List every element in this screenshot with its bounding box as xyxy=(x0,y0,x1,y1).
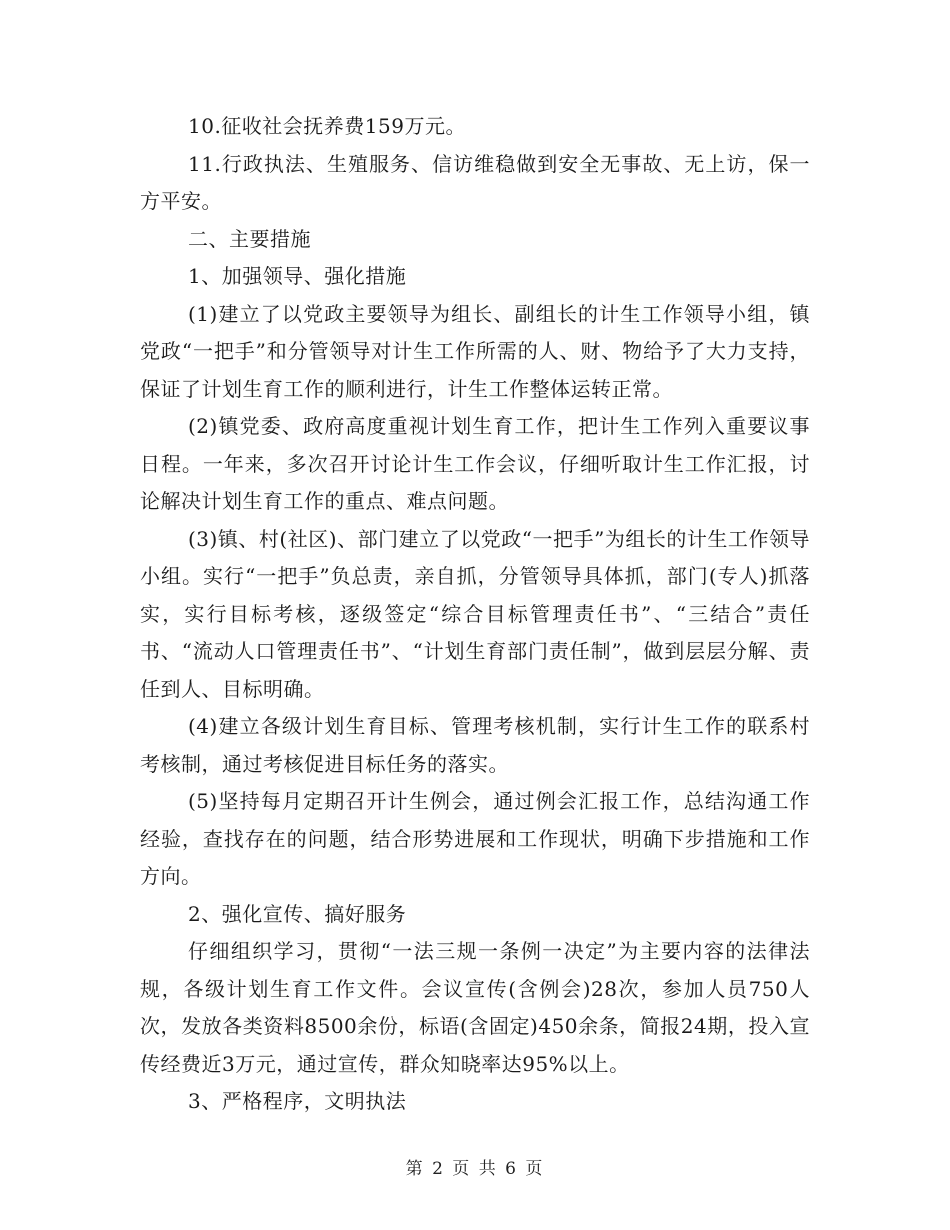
section-heading-main-measures: 二、主要措施 xyxy=(188,226,311,251)
subheading-leadership: 1、加强领导、强化措施 xyxy=(188,264,407,288)
page-number-footer: 第 2 页 共 6 页 xyxy=(405,1159,545,1179)
subheading-law-enforcement: 3、严格程序，文明执法 xyxy=(188,1089,407,1113)
paragraph-measure-2: (2)镇党委、政府高度重视计划生育工作，把计生工作列入重要议事日程。一年来，多次召开讨论计生工作会议，仔细听取计生工作汇报，讨论解决计划生育工作的重点、难点问题。 xyxy=(140,414,810,513)
paragraph-publicity: 仔细组织学习，贯彻“一法三规一条例一决定”为主要内容的法律法规，各级计划生育工作文件。会议宣传(含例会)28次，参加人员750人次，发放各类资料8500余份，标语(含固定)450余条，简报24期，投入宣传经费近3万元，通过宣传，群众知晓率达95%以上。 xyxy=(140,939,810,1076)
paragraph-measure-3: (3)镇、村(社区)、部门建立了以党政“一把手”为组长的计生工作领导小组。实行“一把手”负总责，亲自抓，分管领导具体抓，部门(专人)抓落实，实行目标考核，逐级签定“综合目标管理责任书”、“三结合”责任书、“流动人口管理责任书”、“计划生育部门责任制”，做到层层分解、责任到人、目标明确。 xyxy=(140,526,810,701)
subheading-publicity: 2、强化宣传、搞好服务 xyxy=(188,901,407,926)
document-body xyxy=(140,108,810,1121)
paragraph-measure-5: (5)坚持每月定期召开计生例会，通过例会汇报工作，总结沟通工作经验，查找存在的问题，结合形势进展和工作现状，明确下步措施和工作方向。 xyxy=(140,789,810,888)
paragraph-measure-4: (4)建立各级计划生育目标、管理考核机制，实行计生工作的联系村考核制，通过考核促进目标任务的落实。 xyxy=(140,714,810,776)
paragraph-item-11: 11.行政执法、生殖服务、信访维稳做到安全无事故、无上访，保一方平安。 xyxy=(140,151,810,213)
paragraph-measure-1: (1)建立了以党政主要领导为组长、副组长的计生工作领导小组，镇党政“一把手”和分管领导对计生工作所需的人、财、物给予了大力支持，保证了计划生育工作的顺利进行，计生工作整体运转正常。 xyxy=(140,301,810,401)
paragraph-item-10: 10.征收社会抚养费159万元。 xyxy=(188,114,466,138)
